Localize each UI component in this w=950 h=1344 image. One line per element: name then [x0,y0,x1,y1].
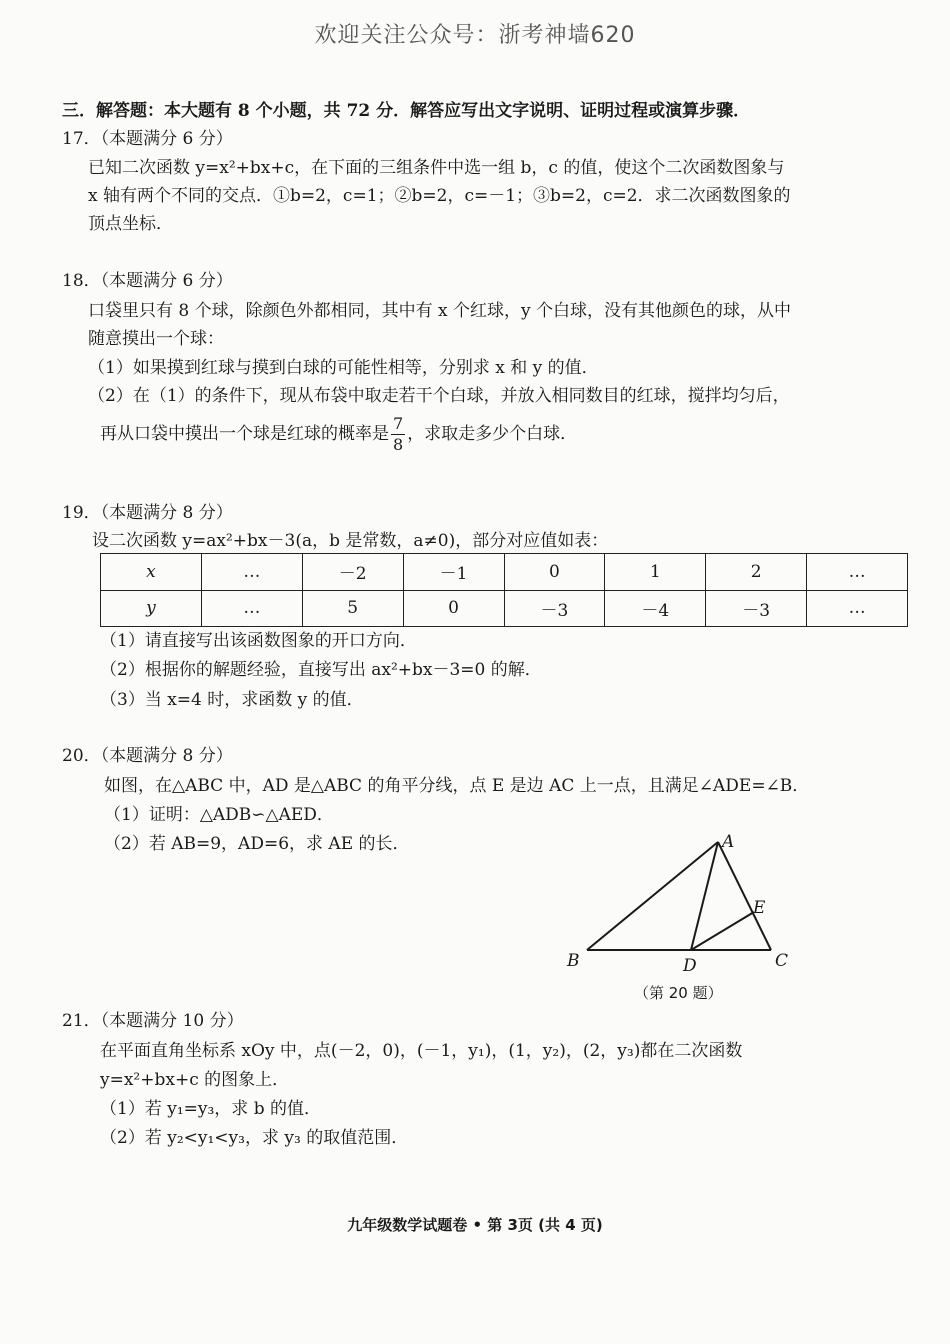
table-cell: … [201,590,302,627]
table-row-x [101,554,908,591]
table-cell: －2 [302,554,403,591]
fraction-denominator: 8 [393,435,404,454]
fraction-numerator: 7 [393,414,404,433]
segment-ad [691,842,718,950]
table-cell: 0 [403,590,504,627]
watermark: 欢迎关注公众号：浙考神墙620 [314,23,636,48]
table-cell: －1 [403,554,504,591]
table-cell: 1 [605,554,706,591]
q19-title: 19．（本题满分 8 分） [62,503,233,523]
q21-line: （2）若 y₂<y₁<y₃，求 y₃ 的取值范围． [100,1128,409,1148]
q20-line: 如图，在△ABC 中，AD 是△ABC 的角平分线，点 E 是边 AC 上一点，且满足∠ADE=∠B． [104,776,810,796]
q18-line: （1）如果摸到红球与摸到白球的可能性相等，分别求 x 和 y 的值． [88,358,599,378]
table-cell: … [807,590,908,627]
table-cell: … [807,554,908,591]
label-b: B [567,951,580,971]
q18-line: （2）在（1）的条件下，现从布袋中取走若干个白球，并放入相同数目的红球，搅拌均匀后， [88,386,790,406]
q21-title: 21．（本题满分 10 分） [62,1011,244,1031]
table-cell: 5 [302,590,403,627]
q21-line: y=x²+bx+c 的图象上． [100,1070,290,1090]
q19-intro: 设二次函数 y=ax²+bx－3(a，b 是常数，a≠0)，部分对应值如表： [92,531,609,551]
q18-title: 18．（本题满分 6 分） [62,271,233,291]
q17-line: 已知二次函数 y=x²+bx+c，在下面的三组条件中选一组 b，c 的值，使这个二次函数图象与 [88,158,785,178]
q18-line: 随意摸出一个球： [88,329,224,349]
q17-line: 顶点坐标． [88,214,173,234]
table-cell: 0 [504,554,605,591]
q19-part: （3）当 x=4 时，求函数 y 的值． [100,690,364,710]
table-cell: 2 [706,554,807,591]
label-c: C [775,951,789,971]
side-ab [587,842,718,950]
page-footer: 九年级数学试题卷 • 第 3页 (共 4 页) [347,1216,603,1234]
figure-caption: （第 20 题） [634,984,723,1002]
q20-line: （1）证明：△ADB∽△AED． [104,805,334,825]
section-header: 三．解答题：本大题有 8 个小题，共 72 分．解答应写出文字说明、证明过程或演算步骤． [62,101,751,121]
q21-line: 在平面直角坐标系 xOy 中，点(－2，0)，(－1，y₁)，(1，y₂)，(2，y₃)都在二次函数 [100,1041,743,1061]
q18-last-after: ，求取走多少个白球． [407,424,578,444]
label-d: D [683,956,697,976]
label-a: A [722,832,735,852]
table-cell: y [101,590,202,627]
q21-line: （1）若 y₁=y₃，求 b 的值． [100,1099,321,1119]
probability-fraction [391,414,405,455]
value-table [100,553,908,627]
q20-line: （2）若 AB=9，AD=6，求 AE 的长． [104,834,410,854]
table-cell: x [101,554,202,591]
q18-line: 口袋里只有 8 个球，除颜色外都相同，其中有 x 个红球，y 个白球，没有其他颜色的球，从中 [88,301,792,321]
q18-last-line [100,414,577,455]
q17-line: x 轴有两个不同的交点．①b=2，c=1；②b=2，c=－1；③b=2，c=2．求二次函数图象的 [88,186,791,206]
triangle-figure [560,830,820,980]
table-cell: －3 [504,590,605,627]
q17-title: 17．（本题满分 6 分） [62,129,233,149]
table-cell: … [201,554,302,591]
side-ac [718,842,771,950]
label-e: E [753,898,766,918]
segment-de [691,912,754,950]
q20-title: 20．（本题满分 8 分） [62,746,233,766]
table-row-y [101,590,908,627]
table-cell: －3 [706,590,807,627]
q18-last-before: 再从口袋中摸出一个球是红球的概率是 [100,424,389,444]
q19-part: （2）根据你的解题经验，直接写出 ax²+bx－3=0 的解． [100,660,542,680]
table-cell: －4 [605,590,706,627]
q19-part: （1）请直接写出该函数图象的开口方向． [100,631,417,651]
